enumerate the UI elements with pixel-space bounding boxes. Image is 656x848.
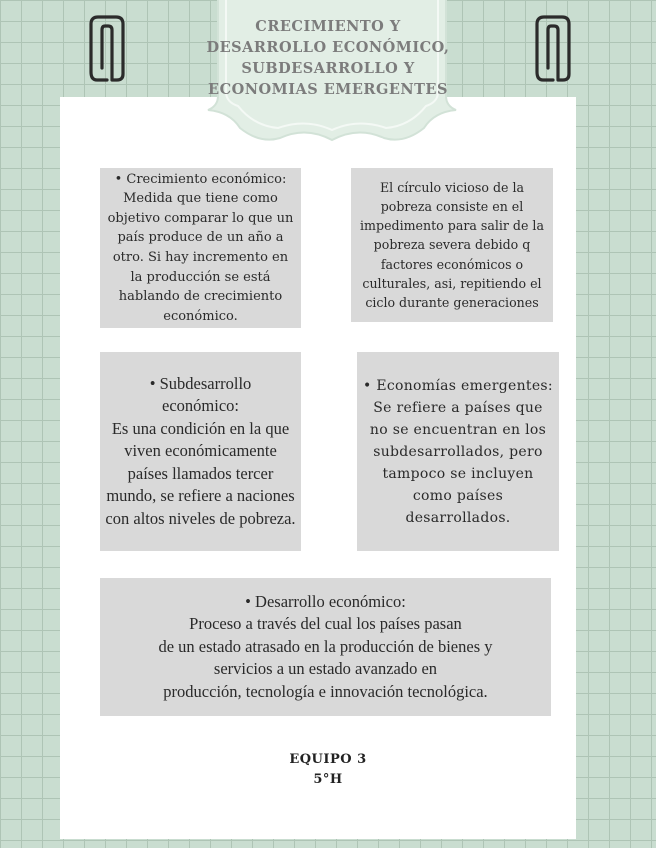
subdesarrollo-text: • Subdesarrollo económico: Es una condición en la que viven económicamente países llamados tercer mundo, se refiere a naciones con altos niveles de pobreza. (105, 373, 296, 528)
desarrollo-economico-box (100, 578, 551, 716)
subdesarrollo-box (100, 352, 301, 551)
crecimiento-economico-text: • Crecimiento económico: Medida que tiene como objetivo comparar lo que un país produce de un año a otro. Si hay incremento en la producción se está hablando de crecimiento económico. (107, 171, 294, 324)
economias-emergentes-box (357, 352, 559, 551)
circulo-vicioso-text: El círculo vicioso de la pobreza consiste en el impedimento para salir de la pobreza severa debido q factores económicos o culturales, asi, repitiendo el ciclo durante generaciones (360, 179, 544, 310)
footer (226, 750, 430, 790)
circulo-vicioso-box (351, 168, 553, 322)
crecimiento-economico-box (100, 168, 301, 328)
team-label: EQUIPO 3 (289, 752, 367, 767)
paperclip-icon (88, 14, 126, 88)
paperclip-icon (534, 14, 572, 88)
economias-emergentes-text: • Economías emergentes: Se refiere a países que no se encuentran en los subdesarrollados, pero tampoco se incluyen como países desarrollados. (363, 377, 553, 526)
group-label: 5°H (313, 772, 343, 787)
header-title: CRECIMIENTO Y DESARROLLO ECONÓMICO, SUBDESARROLLO Y ECONOMIAS EMERGENTES (206, 18, 450, 98)
desarrollo-economico-text: • Desarrollo económico: Proceso a través del cual los países pasan de un estado atrasado en la producción de bienes y servicios a un estado avanzado en producción, tecnología e innovación tecnológica. (158, 591, 493, 701)
